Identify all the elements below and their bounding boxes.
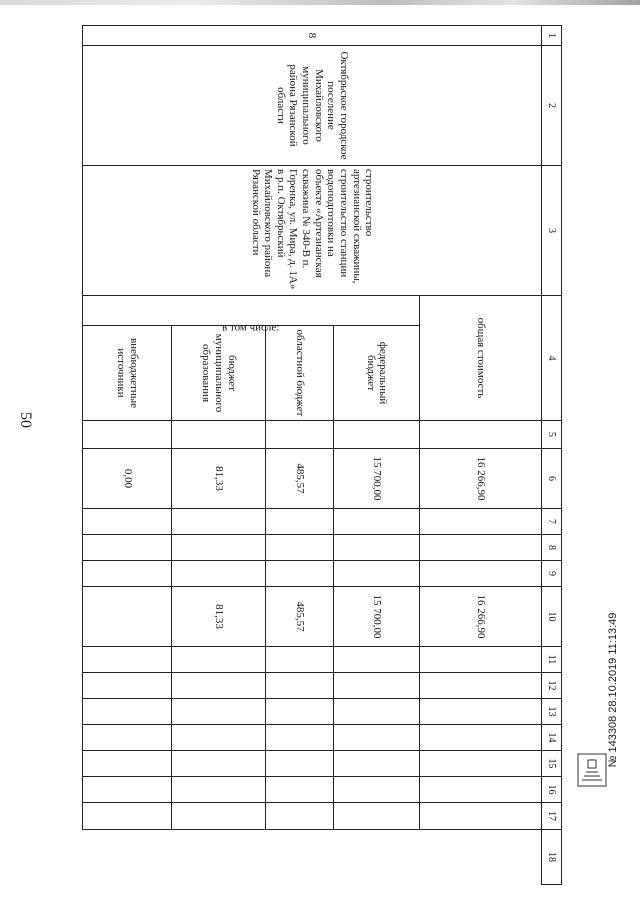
including-label: в том числе: <box>83 296 420 326</box>
source-label: внебюджетные источники <box>83 326 172 421</box>
stamp-text: № 143308 28.10.2019 11:13:49 <box>607 612 619 768</box>
col-number: 16 <box>542 777 562 803</box>
col-number: 13 <box>542 699 562 725</box>
col-number: 9 <box>542 561 562 587</box>
col-number: 2 <box>542 46 562 166</box>
value-c10 <box>83 587 172 647</box>
scan-edge <box>0 0 640 5</box>
document-sheet <box>57 25 587 885</box>
value-c10: 81,33 <box>172 587 266 647</box>
row-number: 8 <box>83 26 542 46</box>
value-c6: 16 266,90 <box>419 449 542 509</box>
col-number: 7 <box>542 509 562 535</box>
col-number: 6 <box>542 449 562 509</box>
col-number: 17 <box>542 803 562 830</box>
municipality-cell: Октябрьское городское поселение Михайловского муниципального района Рязанской области <box>83 46 542 166</box>
col-number: 5 <box>542 421 562 449</box>
col-number: 14 <box>542 725 562 751</box>
page-number: 50 <box>17 412 34 428</box>
value-c10: 16 266,90 <box>419 587 542 647</box>
col-number: 1 <box>542 26 562 46</box>
col-number: 12 <box>542 673 562 699</box>
col-number: 18 <box>542 830 562 885</box>
col-number: 3 <box>542 166 562 296</box>
investment-table <box>82 25 562 885</box>
col-number: 10 <box>542 587 562 647</box>
value-c6: 15 700,00 <box>334 449 419 509</box>
total-label: общая стоимость <box>419 296 542 421</box>
source-label: федеральный бюджет <box>334 326 419 421</box>
col-number: 8 <box>542 535 562 561</box>
footer-stamp <box>598 540 628 840</box>
value-c6: 0,00 <box>83 449 172 509</box>
value-c10: 15 700,00 <box>334 587 419 647</box>
value-c10: 485,57 <box>265 587 334 647</box>
table-row-total <box>419 26 542 885</box>
value-c6: 485,57 <box>265 449 334 509</box>
project-description: строительство артезианской скважины, строительство станции водоподготовки на объекте «Артезианская скважина № 340-В п. Горенка, ул. Мира, д. 1А» в р.п. Октябрьский Михайловского района Рязанской области <box>83 166 542 296</box>
col-number: 11 <box>542 647 562 673</box>
col-number: 15 <box>542 751 562 777</box>
source-label: областной бюджет <box>265 326 334 421</box>
column-number-row <box>542 26 562 885</box>
value-c6: 81,33 <box>172 449 266 509</box>
source-label: бюджет муниципального образования <box>172 326 266 421</box>
col-number: 4 <box>542 296 562 421</box>
